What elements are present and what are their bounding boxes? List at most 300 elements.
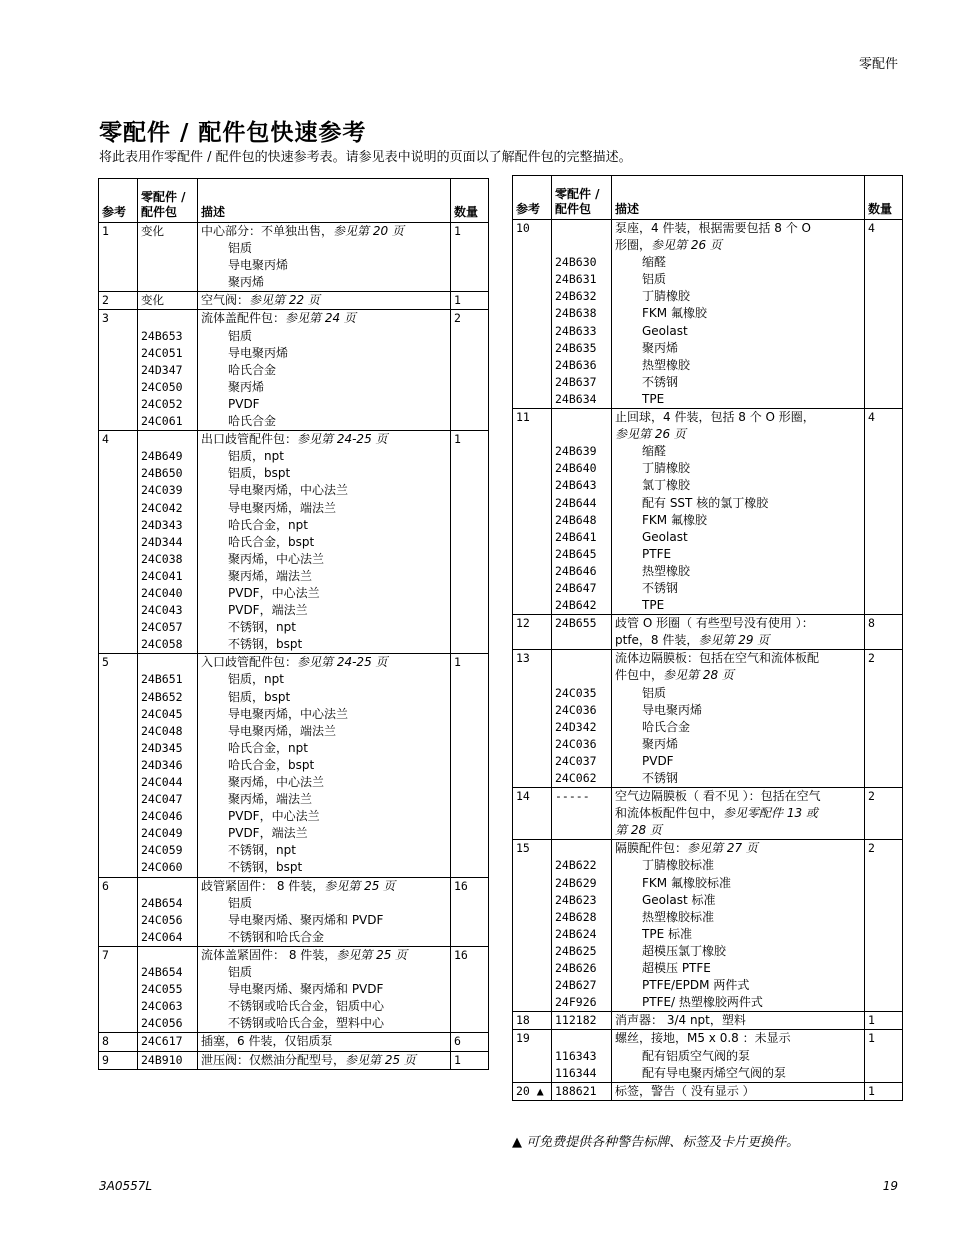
desc-text: 铝质 [228,328,253,343]
qty-cell: 4 [865,409,903,615]
desc-line [201,1052,448,1069]
col-header-part: 零配件 / 配件包 [552,176,612,220]
desc-cell [198,310,451,431]
desc-text: PVDF [642,753,674,768]
part-number: 24B654 [141,895,183,910]
col-header-qty: 数量 [451,179,489,223]
part-number: 24C049 [141,826,183,841]
part-number: 24D343 [141,517,183,532]
part-number: 24C055 [141,982,183,997]
desc-line [615,220,862,237]
part-cell [552,615,612,650]
desc-line [201,602,448,619]
desc-line [615,632,862,649]
desc-text: PVDF，中心法兰 [228,809,320,824]
ref-cell: 15 [513,840,552,1012]
qty-cell: 2 [865,788,903,840]
part-number [141,310,195,327]
part-number [555,805,609,822]
ref-cell: 10 [513,220,552,409]
ref-cell: 9 [99,1051,138,1069]
desc-text: 止回球，4 件装，包括 8 个 O 形圈， [615,410,815,425]
desc-line [201,654,448,671]
desc-text: 流体盖紧固件： 8 件装， [201,947,337,962]
desc-text: 哈氏合金，bspt [228,534,315,549]
desc-text: 聚丙烯 [228,275,265,290]
desc-line [615,736,862,753]
desc-text: 不锈钢或哈氏合金，铝质中心 [228,999,385,1014]
desc-line [615,909,862,926]
desc-text: 螺丝，接地，M5 x 0.8 ：未显示 [615,1031,791,1046]
desc-line [615,702,862,719]
desc-line [201,774,448,791]
desc-line [615,892,862,909]
part-number: 24B654 [141,965,183,980]
part-number: 24B629 [555,875,597,890]
table-row [513,1082,903,1100]
desc-text: 聚丙烯，端法兰 [228,568,313,583]
table-row [99,1051,489,1069]
desc-line [201,947,448,964]
desc-text: PVDF [228,396,260,411]
desc-text: TPE 标准 [642,926,692,941]
part-number: 24C041 [141,568,183,583]
part-number: 24C061 [141,414,183,429]
page-reference: 参见第 24-25 页 [297,432,388,447]
desc-text: 歧管 O 形圈（ 有些型号没有使用 ）： [615,616,814,631]
qty-cell: 16 [451,946,489,1032]
desc-text: 哈氏合金 [642,719,691,734]
desc-line [615,685,862,702]
part-number: 24B637 [555,374,597,389]
desc-text: FKM 氟橡胶 [642,306,707,321]
desc-text: 导电聚丙烯 [228,258,289,273]
desc-text: 丁腈橡胶 [642,461,691,476]
part-number [141,878,195,895]
page-reference: 参见第 26 页 [651,238,722,253]
page-reference: 参见第 29 页 [698,633,770,648]
part-number [555,822,609,839]
part-number: 24B640 [555,461,597,476]
desc-text: 配有 SST 核的氯丁橡胶 [642,495,769,510]
desc-text: 导电聚丙烯、聚丙烯和 PVDF [228,982,384,997]
desc-text: 泄压阀：仅燃油分配型号， [201,1052,346,1067]
desc-line [615,719,862,736]
part-cell [138,1051,198,1069]
desc-line [201,257,448,274]
part-number [555,237,609,254]
part-number [555,632,609,649]
desc-text: 空气边隔膜板（ 看不见 ）：包括在空气 [615,789,821,804]
part-number: 24C056 [141,912,183,927]
part-number: 24B650 [141,466,183,481]
ref-cell: 11 [513,409,552,615]
ref-cell: 20 ▲ [513,1082,552,1100]
desc-line [201,825,448,842]
part-number: 24C036 [555,736,597,751]
part-number: 24C044 [141,775,183,789]
desc-line [201,689,448,706]
table-row [99,223,489,292]
part-cell [138,946,198,1032]
desc-line [615,597,862,614]
part-number: 24D347 [141,362,183,377]
desc-text: PTFE/EPDM 两件式 [642,978,750,993]
part-number: 116344 [555,1065,597,1080]
desc-text: 铝质，bspt [228,466,291,481]
part-number: 24C045 [141,706,183,721]
part-number: 24B639 [555,444,597,459]
desc-line [201,912,448,929]
desc-line [201,500,448,517]
desc-cell [198,946,451,1032]
desc-line [615,495,862,512]
desc-line [201,345,448,362]
desc-cell [198,654,451,877]
table-row [513,1030,903,1082]
desc-text: PVDF，中心法兰 [228,585,320,600]
desc-cell [612,1030,865,1082]
part-number: 24B624 [555,926,597,941]
part-number [141,274,195,291]
desc-line [615,770,862,787]
desc-text: 插塞，6 件装，仅铝质泵 [201,1034,333,1049]
desc-line [201,482,448,499]
part-number: 24B634 [555,391,597,406]
page-reference: 第 28 页 [615,823,662,838]
part-number: 24C048 [141,723,183,738]
qty-cell: 1 [451,1051,489,1069]
part-number: 24F926 [555,995,597,1010]
desc-text: 隔膜配件包： [615,841,688,856]
desc-line [201,292,448,309]
qty-cell: 4 [865,220,903,409]
desc-text: 丁腈橡胶 [642,289,691,304]
part-number: 24B910 [141,1052,183,1067]
part-number: 24C056 [141,1016,183,1031]
desc-line [615,409,862,426]
table-row [513,220,903,409]
qty-cell: 2 [865,840,903,1012]
desc-line [615,753,862,770]
desc-text: PVDF，端法兰 [228,603,308,618]
desc-text: 铝质 [642,685,667,700]
desc-text: 聚丙烯，端法兰 [228,792,313,807]
part-number: 24C036 [555,702,597,717]
desc-text: 不锈钢 [642,580,679,595]
desc-text: 不锈钢，npt [228,620,296,635]
desc-text: 超模压氯丁橡胶 [642,943,727,958]
part-number: 24C042 [141,500,183,515]
desc-text: 哈氏合金 [228,414,277,429]
part-number: 24D342 [555,719,597,734]
page-title: 零配件 / 配件包快速参考 [99,120,367,146]
part-number: 24C040 [141,585,183,600]
desc-text: 空气阀： [201,293,250,308]
desc-cell [612,788,865,840]
desc-text: 不锈钢，bspt [228,637,303,652]
desc-line [615,1065,862,1082]
desc-line [615,805,862,822]
desc-text: 氯丁橡胶 [642,478,691,493]
desc-line [615,1083,862,1100]
desc-line [615,426,862,443]
desc-line [201,310,448,327]
desc-text: 形圈， [615,238,652,253]
desc-text: 流体盖配件包： [201,311,286,326]
parts-table-left-body [99,223,489,1070]
desc-line [615,943,862,960]
part-cell [552,788,612,840]
desc-line [201,981,448,998]
page-reference: 参见第 26 页 [615,427,686,442]
desc-line [615,546,862,563]
desc-line [615,580,862,597]
desc-cell [198,431,451,654]
qty-cell: 8 [865,615,903,650]
desc-line [201,240,448,257]
desc-line [615,237,862,254]
desc-line [201,964,448,981]
desc-line [201,723,448,740]
desc-line [201,791,448,808]
part-cell [552,1030,612,1082]
desc-line [615,477,862,494]
table-row [99,310,489,431]
desc-cell [612,409,865,615]
desc-line [201,998,448,1015]
desc-text: Geolast [642,323,688,338]
parts-table-left [98,178,489,1070]
part-number: 24B635 [555,340,597,355]
desc-text: 聚丙烯 [642,736,679,751]
part-cell [138,310,198,431]
desc-line [201,636,448,653]
part-number: 24B647 [555,580,597,595]
part-number: 24B646 [555,563,597,578]
desc-text: 标签，警告（ 没有显示 ） [615,1083,755,1098]
qty-cell: 1 [451,431,489,654]
qty-cell: 1 [865,1012,903,1030]
desc-line [615,857,862,874]
desc-line [615,615,862,632]
desc-text: 导电聚丙烯，中心法兰 [228,706,349,721]
part-cell [552,840,612,1012]
desc-line [201,274,448,291]
desc-text: 热塑橡胶标准 [642,909,715,924]
table-row [99,1033,489,1051]
desc-line [201,1033,448,1050]
desc-line [201,568,448,585]
desc-text: 铝质 [642,272,667,287]
part-number: 24B651 [141,672,183,687]
part-number: 24C052 [141,396,183,411]
part-number: 24C058 [141,637,183,652]
part-number: 24B627 [555,978,597,993]
part-number: 24C062 [555,771,597,785]
qty-cell: 2 [865,650,903,788]
part-number [141,654,195,671]
desc-line [615,323,862,340]
parts-table-right-body [513,220,903,1101]
qty-cell: 16 [451,877,489,946]
desc-text: 流体边隔膜板：包括在空气和流体板配 [615,651,820,666]
desc-line [201,757,448,774]
part-cell [138,877,198,946]
part-number: 24C047 [141,792,183,807]
part-number: 24D346 [141,757,183,772]
desc-text: 导电聚丙烯 [642,702,703,717]
desc-line [615,960,862,977]
desc-text: 不锈钢，npt [228,843,296,858]
desc-text: Geolast [642,529,688,544]
ref-cell: 2 [99,292,138,310]
table-row [513,650,903,788]
qty-cell: 1 [865,1082,903,1100]
desc-text: 不锈钢，bspt [228,860,303,875]
col-header-desc: 描述 [612,176,865,220]
part-number: 24C050 [141,379,183,394]
desc-line [201,517,448,534]
page-reference: 参见第 20 页 [333,224,404,238]
part-number: 变化 [141,293,164,308]
part-number: 24D345 [141,740,183,755]
qty-cell: 1 [451,292,489,310]
qty-cell: 1 [451,654,489,877]
qty-cell: 2 [451,310,489,431]
part-number [555,650,609,667]
table-row [99,654,489,877]
desc-line [615,1030,862,1047]
part-cell [552,650,612,788]
part-number: 24B652 [141,689,183,704]
part-number: 24C617 [141,1034,183,1049]
desc-cell [612,220,865,409]
desc-line [615,357,862,374]
part-number: 24D344 [141,534,183,549]
desc-line [201,379,448,396]
desc-cell [612,1082,865,1100]
desc-line [615,667,862,684]
desc-line [615,305,862,322]
desc-line [201,362,448,379]
part-number: 24B643 [555,478,597,493]
desc-text: 不锈钢 [642,374,679,389]
part-number: 24C059 [141,843,183,858]
ref-cell: 3 [99,310,138,431]
desc-text: 铝质，npt [228,449,284,464]
desc-text: TPE [642,391,665,406]
desc-text: 配有铝质空气阀的泵 [642,1048,751,1063]
part-cell [552,1012,612,1030]
page-reference: 参见零配件 13 或 [723,806,818,821]
desc-text: 不锈钢 [642,771,679,785]
part-cell [552,409,612,615]
desc-text: 聚丙烯 [642,340,679,355]
desc-text: 铝质，bspt [228,689,291,704]
part-number [555,220,609,237]
part-number: ----- [555,789,590,804]
desc-line [201,413,448,430]
desc-cell [198,223,451,292]
desc-cell [612,650,865,788]
desc-line [615,563,862,580]
table-row [513,840,903,1012]
desc-line [615,391,862,408]
part-cell [138,1033,198,1051]
part-cell [138,431,198,654]
part-number: 24B636 [555,357,597,372]
desc-text: 导电聚丙烯，端法兰 [228,723,337,738]
desc-line [615,875,862,892]
desc-line [615,271,862,288]
desc-text: 铝质 [228,895,253,910]
desc-line [615,650,862,667]
part-number: 24C043 [141,603,183,618]
ref-cell: 13 [513,650,552,788]
desc-text: Geolast 标准 [642,892,716,907]
desc-line [615,374,862,391]
desc-text: PTFE [642,546,672,561]
table-row [99,431,489,654]
desc-line [615,254,862,271]
part-number [555,409,609,426]
desc-line [201,895,448,912]
part-number: 24B642 [555,598,597,613]
part-number: 24B641 [555,529,597,544]
part-number: 24B649 [141,449,183,464]
ref-cell: 4 [99,431,138,654]
part-number [141,257,195,274]
part-number: 24B648 [555,512,597,527]
desc-text: 聚丙烯 [228,379,265,394]
part-number: 24C035 [555,685,597,700]
ref-cell: 18 [513,1012,552,1030]
part-cell [552,220,612,409]
desc-text: PTFE/ 热塑橡胶两件式 [642,995,763,1010]
desc-text: 哈氏合金，bspt [228,757,315,772]
desc-text: 配有导电聚丙烯空气阀的泵 [642,1065,787,1080]
desc-text: ptfe，8 件装， [615,633,699,648]
desc-text: PVDF，端法兰 [228,826,308,841]
desc-text: 哈氏合金，npt [228,517,308,532]
desc-cell [612,840,865,1012]
desc-cell [198,292,451,310]
desc-line [201,431,448,448]
desc-line [615,1048,862,1065]
part-number: 24C060 [141,860,183,875]
table-row [513,1012,903,1030]
part-number [555,1030,609,1047]
page-subtitle: 将此表用作零配件 / 配件包的快速参考表。请参见表中说明的页面以了解配件包的完整描述。 [99,150,632,165]
part-number: 24C038 [141,551,183,566]
part-number: 116343 [555,1048,597,1063]
desc-line [615,460,862,477]
part-number: 24B655 [555,616,597,631]
desc-text: 出口歧管配件包： [201,432,298,447]
desc-text: 聚丙烯，中心法兰 [228,775,325,789]
col-header-part: 零配件 / 配件包 [138,179,198,223]
desc-text: 哈氏合金，npt [228,740,308,755]
ref-cell: 6 [99,877,138,946]
desc-line [201,585,448,602]
desc-line [615,926,862,943]
desc-text: 热塑橡胶 [642,563,691,578]
desc-line [201,1015,448,1032]
warning-footnote: ▲ 可免费提供各种警告标牌、标签及卡片更换件。 [512,1135,800,1150]
part-number: 24B631 [555,272,597,287]
part-cell [552,1082,612,1100]
